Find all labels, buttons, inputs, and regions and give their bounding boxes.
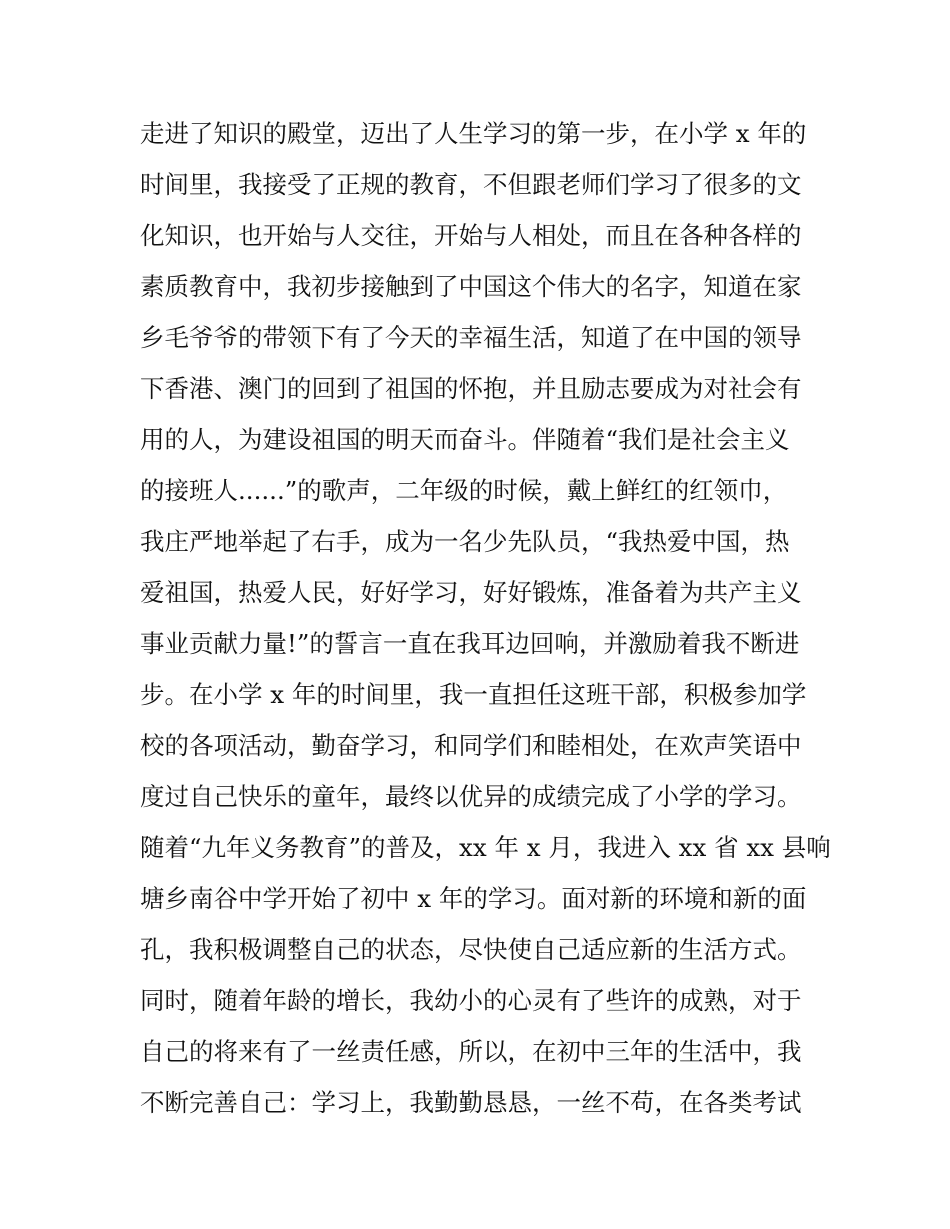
text-line: 塘乡南谷中学开始了初中 x 年的学习。面对新的环境和新的面 xyxy=(140,884,807,913)
text-line: 不断完善自己：学习上，我勤勤恳恳，一丝不苟，在各类考试 xyxy=(140,1088,802,1117)
text-line: 用的人，为建设祖国的明天而奋斗。伴随着“我们是社会主义 xyxy=(140,425,790,454)
text-line: 走进了知识的殿堂，迈出了人生学习的第一步，在小学 x 年的 xyxy=(140,119,807,148)
text-line: 爱祖国，热爱人民，好好学习，好好锻炼，准备着为共产主义 xyxy=(140,578,802,607)
text-line: 步。在小学 x 年的时间里，我一直担任这班干部，积极参加学 xyxy=(140,680,807,709)
text-line: 孔，我积极调整自己的状态，尽快使自己适应新的生活方式。 xyxy=(140,935,802,964)
text-line: 乡毛爷爷的带领下有了今天的幸福生活，知道了在中国的领导 xyxy=(140,323,802,352)
text-line: 校的各项活动，勤奋学习，和同学们和睦相处，在欢声笑语中 xyxy=(140,731,802,760)
text-line: 随着“九年义务教育”的普及，xx 年 x 月，我进入 xx 省 xx 县响 xyxy=(140,833,831,862)
text-line: 事业贡献力量!”的誓言一直在我耳边回响，并激励着我不断进 xyxy=(140,629,800,658)
text-line: 时间里，我接受了正规的教育，不但跟老师们学习了很多的文 xyxy=(140,170,802,199)
text-line: 自己的将来有了一丝责任感，所以，在初中三年的生活中，我 xyxy=(140,1037,802,1066)
text-line: 下香港、澳门的回到了祖国的怀抱，并且励志要成为对社会有 xyxy=(140,374,802,403)
text-line: 同时，随着年龄的增长，我幼小的心灵有了些许的成熟，对于 xyxy=(140,986,802,1015)
text-line: 的接班人......”的歌声，二年级的时候，戴上鲜红的红领巾， xyxy=(140,476,788,505)
document-body xyxy=(140,108,831,1128)
text-line: 化知识，也开始与人交往，开始与人相处，而且在各种各样的 xyxy=(140,221,802,250)
text-line: 我庄严地举起了右手，成为一名少先队员，“我热爱中国，热 xyxy=(140,527,790,556)
text-line: 素质教育中，我初步接触到了中国这个伟大的名字，知道在家 xyxy=(140,272,802,301)
text-line: 度过自己快乐的童年，最终以优异的成绩完成了小学的学习。 xyxy=(140,782,802,811)
